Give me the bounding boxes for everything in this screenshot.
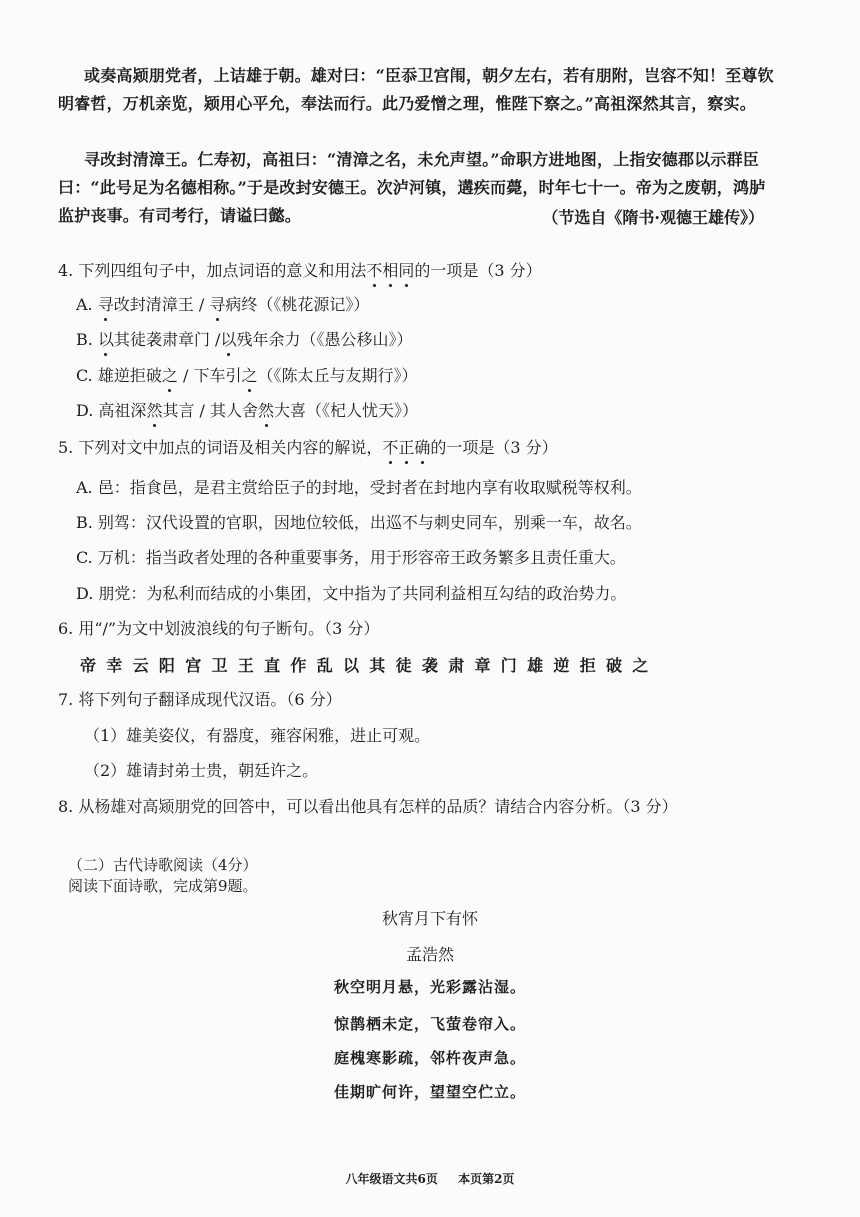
- q5-option-b: B. 别驾：汉代设置的官职，因地位较低，出巡不与刺史同车，别乘一车，故名。: [76, 513, 642, 532]
- q4-d-dotted-2: 然: [258, 399, 274, 423]
- q5-stem-score: 的一项是（3 分）: [430, 438, 558, 457]
- q4-option-c: [76, 364, 417, 388]
- q5-option-d: D. 朋党：为私利而结成的小集团，文中指为了共同利益相互勾结的政治势力。: [76, 584, 627, 603]
- poem-line: 庭槐寒影疏，邻杵夜声急。: [333, 1049, 526, 1067]
- emphasis-dotted-char: 确: [414, 436, 430, 460]
- emphasis-dotted-char: 同: [398, 259, 414, 283]
- q4-d-part: 其言 / 其人舍: [162, 401, 259, 420]
- poem-title: 秋宵月下有怀: [381, 909, 478, 928]
- page-footer: 八年级语文共6页 本页第2页: [345, 1172, 515, 1186]
- q4-c-dotted-1: 之: [162, 364, 178, 388]
- q4-option-b: [76, 328, 412, 352]
- q4-option-d: [76, 399, 418, 423]
- question-8-stem: 8. 从杨雄对高颎朋党的回答中，可以看出他具有怎样的品质？请结合内容分析。（3 分）: [58, 797, 678, 816]
- passage-source: （节选自《隋书·观德王雄传》）: [542, 208, 764, 227]
- q4-a-part: 改封清漳王 /: [113, 295, 210, 314]
- q4-d-part: D. 高祖深: [76, 401, 147, 420]
- q5-option-c: C. 万机：指当政者处理的各种重要事务，用于形容帝王政务繁多且责任重大。: [76, 548, 626, 567]
- question-4-stem: [58, 259, 542, 283]
- emphasis-dotted-char: 正: [398, 436, 414, 460]
- q4-stem-text: 4. 下列四组句子中，加点词语的意义和用法: [58, 261, 367, 280]
- q4-b-part: B.: [76, 330, 98, 349]
- q7-sentence-1: （1）雄美姿仪，有器度，雍容闲雅，进止可观。: [84, 726, 431, 745]
- poem-author: 孟浩然: [405, 945, 454, 964]
- poem-line: 惊鹊栖未定，飞萤卷帘入。: [333, 1015, 526, 1033]
- q4-b-part: 其徒袭肃章门 /: [113, 330, 221, 349]
- q4-option-a: [76, 293, 369, 317]
- q4-a-dotted-1: 寻: [98, 293, 114, 317]
- q7-sentence-2: （2）雄请封弟士贵，朝廷许之。: [84, 761, 319, 780]
- q4-d-dotted-1: 然: [146, 399, 162, 423]
- q5-option-a: A. 邑：指食邑，是君主赏给臣子的封地，受封者在封地内享有收取赋税等权利。: [76, 478, 642, 497]
- q4-stem-score: 的一项是（3 分）: [414, 261, 542, 280]
- poem-line: 佳期旷何许，望望空伫立。: [333, 1083, 526, 1101]
- q4-c-part: （《陈太丘与友期行》）: [257, 366, 418, 385]
- q4-a-part: 病终（《桃花源记》）: [225, 295, 370, 314]
- emphasis-dotted-char: 相: [382, 259, 398, 283]
- q5-stem-text: 5. 下列对文中加点的词语及相关内容的解说，: [58, 438, 383, 457]
- section-2-instruction: 阅读下面诗歌，完成第9题。: [68, 877, 258, 895]
- q4-b-part: 残年余力（《愚公移山》）: [236, 330, 413, 349]
- q4-c-part: / 下车引: [177, 366, 242, 385]
- question-7-stem: 7. 将下列句子翻译成现代汉语。（6 分）: [58, 690, 342, 709]
- q5-stem-dotted: [382, 438, 430, 457]
- question-6-stem: 6. 用“/”为文中划波浪线的句子断句。（3 分）: [58, 619, 380, 638]
- poem-line: 秋空明月悬，光彩露沾湿。: [333, 978, 526, 996]
- q4-d-part: 大喜（《杞人忧天》）: [274, 401, 419, 420]
- section-2-heading: （二）古代诗歌阅读（4分）: [68, 856, 258, 874]
- q4-b-dotted-2: 以: [220, 328, 236, 352]
- emphasis-dotted-char: 不: [366, 259, 382, 283]
- q4-a-part: A.: [76, 295, 98, 314]
- q4-b-dotted-1: 以: [98, 328, 114, 352]
- emphasis-dotted-char: 不: [382, 436, 398, 460]
- passage-paragraph-2: 寻改封清漳王。仁寿初，高祖曰：“清漳之名，未允声望。”命职方进地图，上指安德郡以示群臣曰：“此号足为名德相称。”于是改封安德王。次泸河镇，遘疾而薨，时年七十一。帝为之废朝，鸿胪监护丧事。有司考行，请谥曰懿。: [58, 150, 766, 225]
- passage-paragraph-1: 或奏高颎朋党者，上诘雄于朝。雄对曰：“臣忝卫宫闱，朝夕左右，若有朋附，岂容不知！至尊钦明睿哲，万机亲览，颎用心平允，奉法而行。此乃爱憎之理，惟陛下察之。”高祖深然其言，察实。: [58, 66, 774, 113]
- q6-sentence: 帝幸云阳宫卫王直作乱以其徒袭肃章门雄逆拒破之: [80, 656, 659, 675]
- q4-c-part: C. 雄逆拒破: [76, 366, 162, 385]
- q4-a-dotted-2: 寻: [209, 293, 225, 317]
- question-5-stem: [58, 436, 558, 460]
- q4-stem-dotted: [366, 261, 414, 280]
- q4-c-dotted-2: 之: [241, 364, 257, 388]
